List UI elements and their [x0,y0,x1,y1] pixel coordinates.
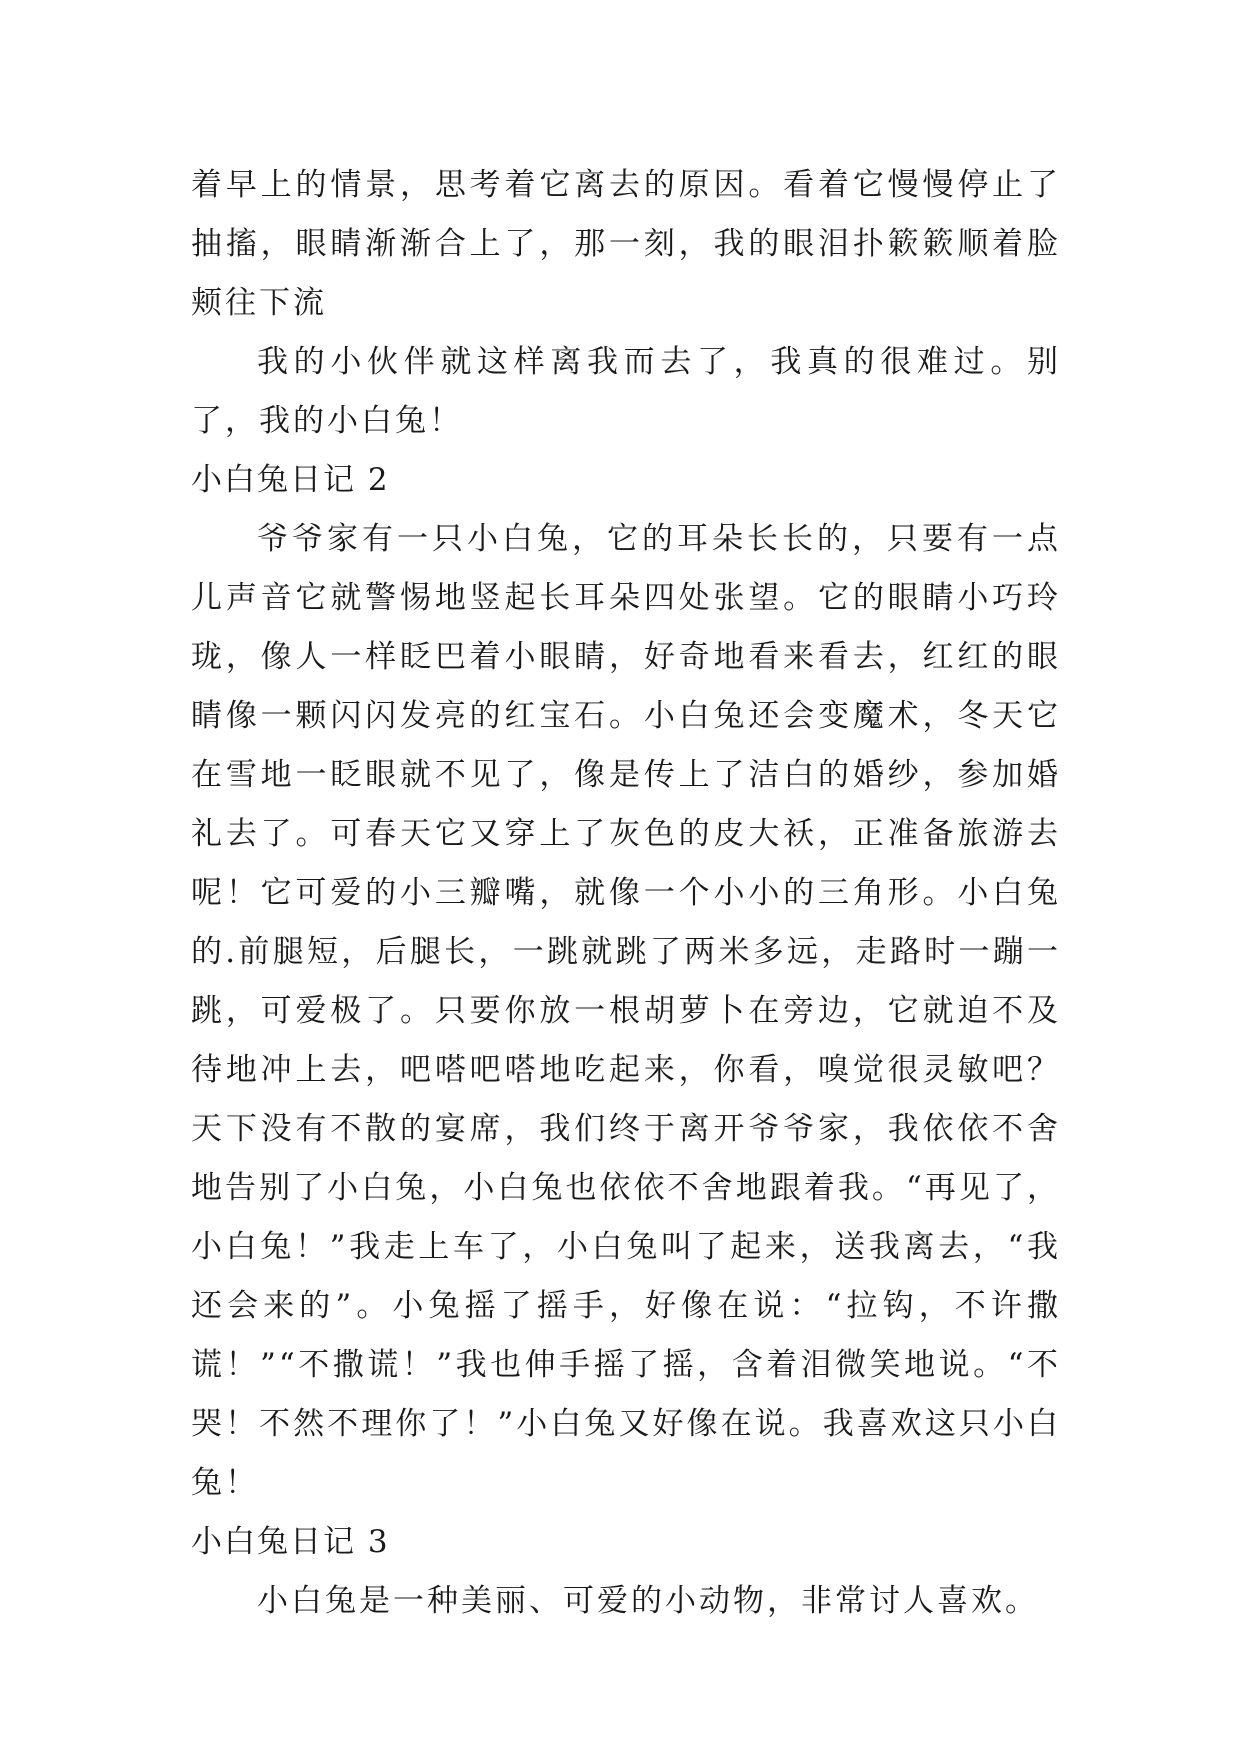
paragraph-diary-3-body: 小白兔是一种美丽、可爱的小动物，非常讨人喜欢。 [257,1583,1039,1619]
section-heading-diary-3: 小白兔日记 3 [191,1524,390,1560]
document-body [191,156,1061,1631]
section-heading-diary-2: 小白兔日记 2 [191,462,390,498]
paragraph-continuation: 着早上的情景，思考着它离去的原因。看着它慢慢停止了抽搐，眼睛渐渐合上了，那一刻，我的眼泪扑簌簌顺着脸颊往下流 [191,167,1061,321]
paragraph-farewell: 我的小伙伴就这样离我而去了，我真的很难过。别了，我的小白兔！ [191,344,1061,439]
paragraph-diary-2-body: 爷爷家有一只小白兔，它的耳朵长长的，只要有一点儿声音它就警惕地竖起长耳朵四处张望。它的眼睛小巧玲珑，像人一样眨巴着小眼睛，好奇地看来看去，红红的眼睛像一颗闪闪发亮的红宝石。小白兔还会变魔术，冬天它在雪地一眨眼就不见了，像是传上了洁白的婚纱，参加婚礼去了。可春天它又穿上了灰色的皮大袄，正准备旅游去呢！它可爱的小三瓣嘴，就像一个小小的三角形。小白兔的.前腿短，后腿长，一跳就跳了两米多远，走路时一蹦一跳，可爱极了。只要你放一根胡萝卜在旁边，它就迫不及待地冲上去，吧嗒吧嗒地吃起来，你看，嗅觉很灵敏吧？天下没有不散的宴席，我们终于离开爷爷家，我依依不舍地告别了小白兔，小白兔也依依不舍地跟着我。“再见了，小白兔！”我走上车了，小白兔叫了起来，送我离去，“我还会来的”。小兔摇了摇手，好像在说：“拉钩，不许撒谎！”“不撒谎！”我也伸手摇了摇，含着泪微笑地说。“不哭！不然不理你了！”小白兔又好像在说。我喜欢这只小白兔！ [191,521,1061,1501]
